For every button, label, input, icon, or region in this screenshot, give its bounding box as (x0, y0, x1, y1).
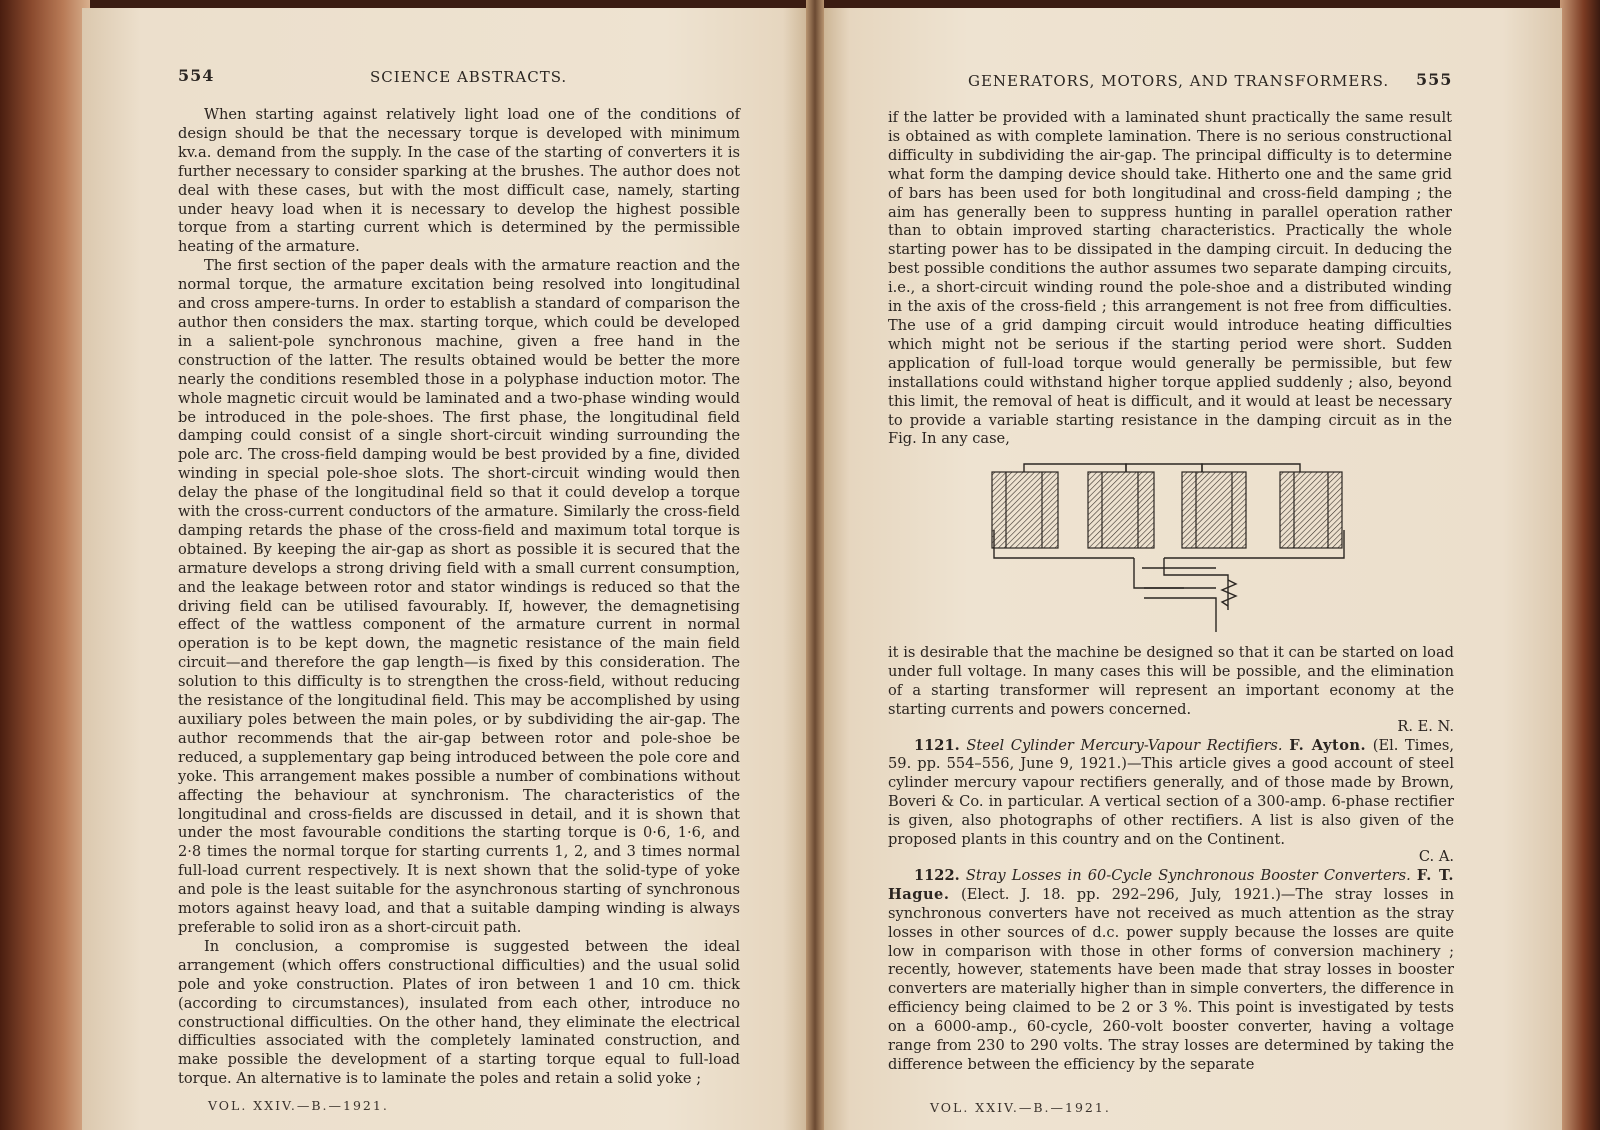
left-paragraph-2: The first section of the paper deals with the armature reaction and the normal torque, the armature excitation being resolved into longitudinal and cross ampere-turns. In order to establish a standard of comparison the author then considers the max. starting torque, which could be developed in a salient-pole synchronous machine, given a free hand in the construction of the latter. The results obtained would be better the more nearly the conditions resembled those in a polyphase induction motor. The whole magnetic circuit would be laminated and a two-phase winding would be introduced in the pole-shoes. The first phase, the longitudinal field damping could consist of a single short-circuit winding surrounding the pole arc. The cross-field damping would be best provided by a fine, divided winding in special pole-shoe slots. The short-circuit winding would then delay the phase of the longitudinal field so that it could develop a torque with the cross-current conductors of the armature. Similarly the cross-field damping retards the phase of the cross-field and maximum total torque is obtained. By keeping the air-gap as short as possible it is secured that the armature develops a strong driving field with a small current consumption, and the leakage between rotor and stator windings is reduced so that the driving field can be utilised favourably. If, however, the demagnetising effect of the wattless component of the armature current in normal operation is to be kept down, the magnetic resistance of the main field circuit—and therefore the gap length—is fixed by this consideration. The solution to this difficulty is to strengthen the cross-field, without reducing the resistance of the longitudinal field. This may be accomplished by using auxiliary poles between the main poles, or by subdividing the air-gap. The author recommends that the air-gap between rotor and pole-shoe be reduced, a supplementary gap being introduced between the pole core and yoke. This arrangement makes possible a number of combinations without affecting the behaviour at synchronism. The characteristics of the longitudinal and cross-fields are discussed in detail, and it is shown that under the most favourable conditions the starting torque is 0·6, 1·6, and 2·8 times the normal torque for starting currents 1, 2, and 3 times normal full-load current respectively. It is next shown that the solid-type of yoke and pole is the least suitable for the asynchronous starting of synchronous motors against heavy load, and that a suitable damping winding is always preferable to solid iron as a short-circuit path. (178, 257, 740, 936)
right-footer: VOL. XXIV.—B.—1921. (930, 1100, 1111, 1115)
abstract-1121-title: Steel Cylinder Mercury-Vapour Rectifiers. (966, 736, 1283, 754)
left-page-body (178, 106, 740, 1089)
book-binding-right (1560, 0, 1600, 1130)
abstract-1121 (888, 737, 1454, 850)
abstract-1122 (888, 867, 1454, 1075)
right-page-lower (888, 644, 1454, 1075)
left-paragraph-3: In conclusion, a compromise is suggested between the ideal arrangement (which offers constructional difficulties) and the usual solid pole and yoke construction. Plates of iron between 1 and 10 cm. thick (according to circumstances), insulated from each other, introduce no constructional difficulties. On the other hand, they eliminate the electrical difficulties associated with the completely laminated construction, and make possible the development of a starting torque equal to full-load torque. An alternative is to laminate the poles and retain a solid yoke ; (178, 937, 740, 1088)
abstract-1121-body: (El. Times, 59. pp. 554–556, June 9, 1921.)—This article gives a good account of steel cylinder mercury vapour rectifiers generally, and of those made by Brown, Boveri & Co. in particular. A vertical section of a 300-amp. 6-phase rectifier is given, also photographs of other rectifiers. A list is also given of the proposed plants in this country and on the Continent. (888, 736, 1455, 849)
abstract-1122-number: 1122. (914, 866, 960, 884)
damping-circuit-figure (984, 460, 1364, 635)
book-gutter (806, 0, 824, 1130)
left-footer: VOL. XXIV.—B.—1921. (208, 1098, 389, 1113)
right-page-number: 555 (1416, 70, 1453, 89)
continuation-paragraph: if the latter be provided with a laminated shunt practically the same result is obtained as with complete lamination. There is no serious constructional difficulty in subdividing the air-gap. The principal difficulty is to determine what form the damping device should take. Hitherto one and the same grid of bars has been used for both longitudinal and cross-field damping ; the aim has generally been to suppress hunting in parallel operation rather than to obtain improved starting characteristics. Practically the whole starting power has to be dissipated in the damping circuit. In deducing the best possible conditions the author assumes two separate damping circuits, i.e., a short-circuit winding round the pole-shoe and a distributed winding in the axis of the cross-field ; this arrangement is not free from difficulties. The use of a grid damping circuit would introduce heating difficulties which might not be serious if the starting period were short. Sudden application of full-load torque would generally be permissible, but few installations could withstand higher torque applied suddenly ; also, beyond this limit, the removal of heat is difficult, and it would at least be necessary to provide a variable starting resistance in the damping circuit as in the Fig. In any case, (888, 109, 1452, 448)
after-figure-paragraph: it is desirable that the machine be designed so that it can be started on load under full voltage. In many cases this will be possible, and the elimination of a starting transformer will represent an important economy at the starting currents and powers concerned. (888, 644, 1454, 718)
initials-ca: C. A. (1418, 847, 1454, 865)
left-page-number: 554 (178, 66, 215, 85)
abstract-1122-title: Stray Losses in 60-Cycle Synchronous Booster Converters. (965, 866, 1411, 884)
abstract-1121-number: 1121. (914, 736, 960, 754)
left-running-head: SCIENCE ABSTRACTS. (370, 68, 568, 86)
pole-windings (992, 472, 1342, 548)
right-running-head: GENERATORS, MOTORS, AND TRANSFORMERS. (968, 72, 1390, 90)
book-binding-left (0, 0, 90, 1130)
abstract-1122-author: F. T. Hague. (888, 866, 1454, 903)
abstract-1121-author: F. Ayton. (1289, 736, 1367, 754)
initials-ren: R. E. N. (1397, 717, 1454, 735)
abstract-1122-body: (Elect. J. 18. pp. 292–296, July, 1921.)—The stray losses in synchronous converters have not received as much attention as the stray losses in other sources of d.c. power supply because the losses are quite low in comparison with those in other forms of conversion machinery ; recently, however, statements have been made that stray losses in booster converters are materially higher than in simple converters, the difference in efficiency being claimed to be 2 or 3 %. This point is investigated by tests on a 6000-amp., 60-cycle, 260-volt booster converter, having a voltage range from 230 to 290 volts. The stray losses are determined by taking the difference between the efficiency by the separate (888, 885, 1454, 1073)
left-paragraph-1: When starting against relatively light load one of the conditions of design should be that the necessary torque is developed with minimum kv.a. demand from the supply. In the case of the starting of converters it is further necessary to consider sparking at the brushes. The author does not deal with these cases, but with the most difficult case, namely, starting under heavy load when it is necessary to develop the highest possible torque from a starting current which is determined by the permissible heating of the armature. (178, 106, 740, 256)
right-page-continuation (888, 109, 1452, 449)
